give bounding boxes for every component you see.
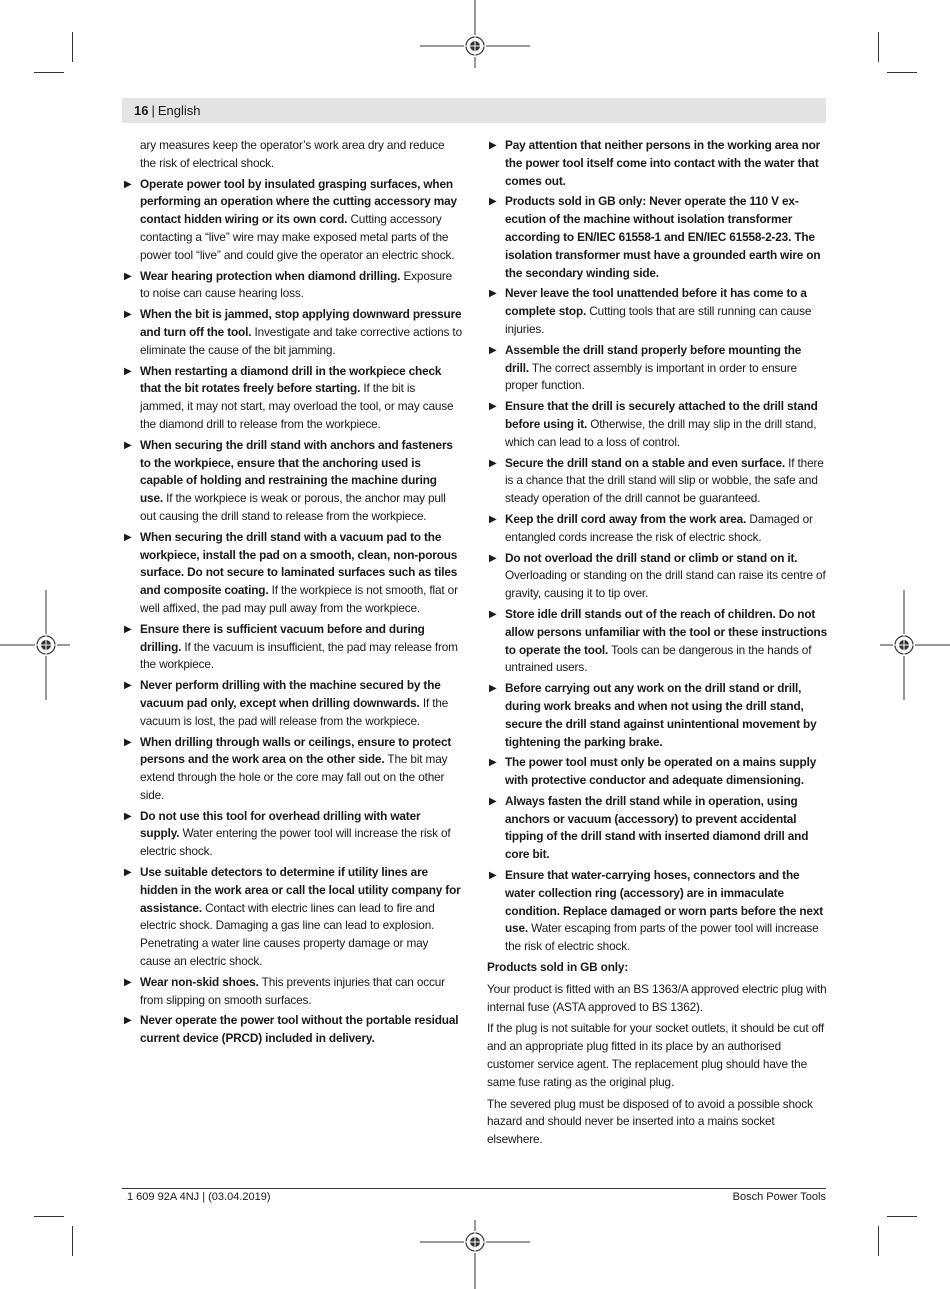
instruction-text: Tools can be dangerous in the hands of untrained users. <box>505 642 812 675</box>
instruction-bold: When drilling through walls or ceilings, ensure to protect persons and the work area on the other side. <box>140 734 452 767</box>
crop-mark <box>34 1216 64 1217</box>
bullet-arrow-icon: ▶ <box>124 976 132 988</box>
safety-instruction <box>122 529 462 618</box>
safety-instruction <box>122 864 462 971</box>
safety-instruction <box>487 137 827 190</box>
instruction-bold: Never leave the tool unattended before it has come to a complete stop. <box>505 286 807 319</box>
header-separator: | <box>151 103 155 118</box>
continuation-text: ary measures keep the operator’s work area dry and reduce the risk of electrical shock. <box>140 138 445 170</box>
instruction-bold: Do not use this tool for overhead drilling with water supply. <box>140 808 421 841</box>
registration-mark-top-icon <box>420 0 530 70</box>
safety-instruction <box>487 342 827 395</box>
safety-instruction <box>122 176 462 265</box>
instruction-bold: Store idle drill stands out of the reach of children. Do not allow persons unfamiliar with the tool or these instructions to operate the tool. <box>505 606 828 657</box>
safety-instruction <box>487 285 827 338</box>
instruction-bold: Do not overload the drill stand or climb or stand on it. <box>505 550 798 565</box>
instruction-bold: Wear hearing protection when diamond drilling. <box>140 268 401 283</box>
registration-mark-right-icon <box>880 590 950 700</box>
bullet-arrow-icon: ▶ <box>489 457 497 469</box>
instruction-bold: Before carrying out any work on the drill stand or drill, during work breaks and when not using the drill stand, secure the drill stand against unintentional movement by tightening the parking brake. <box>505 681 817 749</box>
crop-mark <box>878 1226 879 1256</box>
left-safety-list <box>122 176 462 1048</box>
bullet-arrow-icon: ▶ <box>124 270 132 282</box>
crop-mark <box>72 32 73 62</box>
instruction-text: Exposure to noise can cause hearing loss. <box>140 268 453 301</box>
bullet-arrow-icon: ▶ <box>124 531 132 543</box>
left-column <box>122 137 462 1051</box>
instruction-text: If there is a chance that the drill stand will slip or wobble, the safe and steady operation of the drill cannot be guaranteed. <box>505 455 824 506</box>
instruction-text: Cutting accessory contacting a “live” wire may make exposed metal parts of the power tool “live” and could give the operator an electric shock. <box>140 212 455 262</box>
bullet-arrow-icon: ▶ <box>489 401 497 413</box>
gb-paragraph: If the plug is not suitable for your socket outlets, it should be cut off and an appropriate plug fitted in its place by an authorised customer service agent. The replacement plug should have the same fuse rating as the original plug. <box>487 1021 825 1089</box>
registration-mark-left-icon <box>0 590 70 700</box>
bullet-arrow-icon: ▶ <box>124 178 132 190</box>
instruction-bold: Pay attention that neither persons in the working area nor the power tool itself come into contact with the water that comes out. <box>505 138 821 188</box>
safety-instruction <box>122 306 462 359</box>
instruction-text: Investigate and take corrective actions to eliminate the cause of the bit jamming. <box>140 324 462 357</box>
instruction-bold: Secure the drill stand on a stable and even surface. <box>505 455 786 470</box>
bullet-arrow-icon: ▶ <box>489 513 497 525</box>
instruction-bold: Products sold in GB only: Never operate the 110 V execution of the machine without isolation transformer according to EN/IEC 61558-1 and EN/IEC 61558-2-23. The isolation transformer must have a grounded earth wire on the secondary winding side. <box>505 194 821 280</box>
instruction-text: This prevents injuries that can occur from slipping on smooth surfaces. <box>140 974 445 1007</box>
safety-instruction <box>122 621 462 674</box>
bullet-arrow-icon: ▶ <box>489 757 497 769</box>
footer-doc-id: 1 609 92A 4NJ | (03.04.2019) <box>127 1191 271 1203</box>
safety-instruction <box>122 1012 462 1048</box>
header-language: English <box>157 103 201 118</box>
instruction-bold: When securing the drill stand with a vacuum pad to the workpiece, install the pad on a smooth, clean, non-porous surface. Do not secure to laminated surfaces such as tiles and composite coating. <box>140 529 458 598</box>
gb-paragraph: The severed plug must be disposed of to avoid a possible shock hazard and should never be inserted into a mains socket elsewhere. <box>487 1096 813 1147</box>
bullet-arrow-icon: ▶ <box>489 552 497 564</box>
bullet-arrow-icon: ▶ <box>124 867 132 879</box>
crop-mark <box>887 72 917 73</box>
right-column <box>487 137 827 1153</box>
bullet-arrow-icon: ▶ <box>124 1015 132 1027</box>
crop-mark <box>34 72 64 73</box>
instruction-bold: Always fasten the drill stand while in operation, using anchors or vacuum (accessory) to prevent accidental tipping of the drill stand with inserted diamond drill and core bit. <box>505 793 809 862</box>
instruction-bold: When securing the drill stand with anchors and fasteners to the workpiece, ensure that the anchoring used is capable of holding and restraining the machine during use. <box>140 437 453 506</box>
safety-instruction <box>122 734 462 805</box>
crop-mark <box>887 1216 917 1217</box>
safety-instruction <box>487 680 827 751</box>
safety-instruction <box>487 398 827 451</box>
instruction-text: If the vacuum is insufficient, the pad may release from the workpiece. <box>140 639 458 672</box>
instruction-text: Cutting tools that are still running can cause injuries. <box>505 304 812 336</box>
instruction-bold: Ensure that water-carrying hoses, connectors and the water collection ring (accessory) are in immaculate condition. Replace damaged or worn parts before the next use. <box>505 868 824 936</box>
instruction-text: Overloading or standing on the drill stand can raise its centre of gravity, causing it to tip over. <box>505 568 826 601</box>
instruction-bold: Never operate the power tool without the portable residual current device (PRCD) included in delivery. <box>140 1013 459 1046</box>
instruction-text: Otherwise, the drill may slip in the drill stand, which can lead to a loss of control. <box>505 416 817 449</box>
bullet-arrow-icon: ▶ <box>124 439 132 451</box>
safety-instruction <box>122 974 462 1010</box>
safety-instruction <box>122 268 462 304</box>
crop-mark <box>72 1226 73 1256</box>
page-header <box>122 98 826 123</box>
instruction-text: If the bit is jammed, it may not start, may overload the tool, or may cause the diamond drill to release from the workpiece. <box>140 381 454 431</box>
safety-instruction <box>487 754 827 790</box>
bullet-arrow-icon: ▶ <box>124 680 132 692</box>
bullet-arrow-icon: ▶ <box>489 870 497 882</box>
bullet-arrow-icon: ▶ <box>489 683 497 695</box>
instruction-bold: When restarting a diamond drill in the workpiece check that the bit rotates freely before starting. <box>140 363 442 396</box>
instruction-text: Damaged or entangled cords increase the risk of electric shock. <box>505 511 813 544</box>
bullet-arrow-icon: ▶ <box>124 309 132 321</box>
gb-paragraph: Your product is fitted with an BS 1363/A approved electric plug with internal fuse (ASTA approved to BS 1362). <box>487 981 827 1014</box>
instruction-bold: Wear non-skid shoes. <box>140 974 259 989</box>
bullet-arrow-icon: ▶ <box>489 608 497 620</box>
safety-instruction <box>487 793 827 864</box>
right-safety-list <box>487 137 827 956</box>
safety-instruction <box>487 550 827 603</box>
instruction-bold: The power tool must only be operated on a mains supply with protective conductor and adequate dimensioning. <box>505 755 817 788</box>
bullet-arrow-icon: ▶ <box>124 365 132 377</box>
safety-instruction <box>487 193 827 282</box>
footer-brand: Bosch Power Tools <box>732 1191 826 1203</box>
instruction-text: Contact with electric lines can lead to fire and electric shock. Damaging a gas line can lead to explosion. Penetrating a water line causes property damage or may cause an electric shock. <box>140 900 435 969</box>
bullet-arrow-icon: ▶ <box>124 623 132 635</box>
bullet-arrow-icon: ▶ <box>124 810 132 822</box>
instruction-text: If the workpiece is not smooth, flat or well affixed, the pad may pull away from the workpiece. <box>140 583 458 615</box>
instruction-bold: When the bit is jammed, stop applying downward pressure and turn off the tool. <box>140 307 462 339</box>
instruction-text: If the workpiece is weak or porous, the anchor may pull out causing the drill stand to release from the workpiece. <box>140 491 446 523</box>
instruction-text: Water escaping from parts of the power tool will increase the risk of electric shock. <box>505 921 819 954</box>
instruction-bold: Never perform drilling with the machine secured by the vacuum pad only, except when drilling downwards. <box>140 678 441 710</box>
instruction-bold: Operate power tool by insulated grasping surfaces, when performing an operation where the cutting accessory may contact hidden wiring or its own cord. <box>140 176 457 227</box>
instruction-bold: Ensure there is sufficient vacuum before and during drilling. <box>140 621 425 654</box>
safety-instruction <box>487 867 827 956</box>
registration-mark-bottom-icon <box>420 1220 530 1289</box>
bullet-arrow-icon: ▶ <box>489 344 497 356</box>
instruction-text: Water entering the power tool will increase the risk of electric shock. <box>140 826 451 859</box>
crop-mark <box>878 32 879 62</box>
safety-instruction <box>122 363 462 434</box>
safety-instruction <box>487 606 827 677</box>
bullet-arrow-icon: ▶ <box>489 196 497 208</box>
bullet-arrow-icon: ▶ <box>124 736 132 748</box>
safety-instruction <box>487 455 827 508</box>
safety-instruction <box>122 677 462 730</box>
gb-heading: Products sold in GB only: <box>487 960 629 975</box>
bullet-arrow-icon: ▶ <box>489 140 497 151</box>
instruction-bold: Keep the drill cord away from the work area. <box>505 511 747 526</box>
instruction-bold: Use suitable detectors to determine if utility lines are hidden in the work area or call the local utility company for assistance. <box>140 865 461 915</box>
footer-rule <box>122 1188 826 1189</box>
bullet-arrow-icon: ▶ <box>489 795 497 807</box>
safety-instruction <box>487 511 827 547</box>
page-number: 16 <box>134 103 149 118</box>
instruction-text: The bit may extend through the hole or the core may fall out on the other side. <box>140 752 448 802</box>
bullet-arrow-icon: ▶ <box>489 288 497 300</box>
safety-instruction <box>122 437 462 526</box>
instruction-text: The correct assembly is important in order to ensure proper function. <box>505 360 797 393</box>
instruction-text: If the vacuum is lost, the pad will release from the workpiece. <box>140 695 449 728</box>
safety-instruction <box>122 808 462 861</box>
instruction-bold: Ensure that the drill is securely attached to the drill stand before using it. <box>505 399 818 431</box>
instruction-bold: Assemble the drill stand properly before mounting the drill. <box>505 342 802 375</box>
